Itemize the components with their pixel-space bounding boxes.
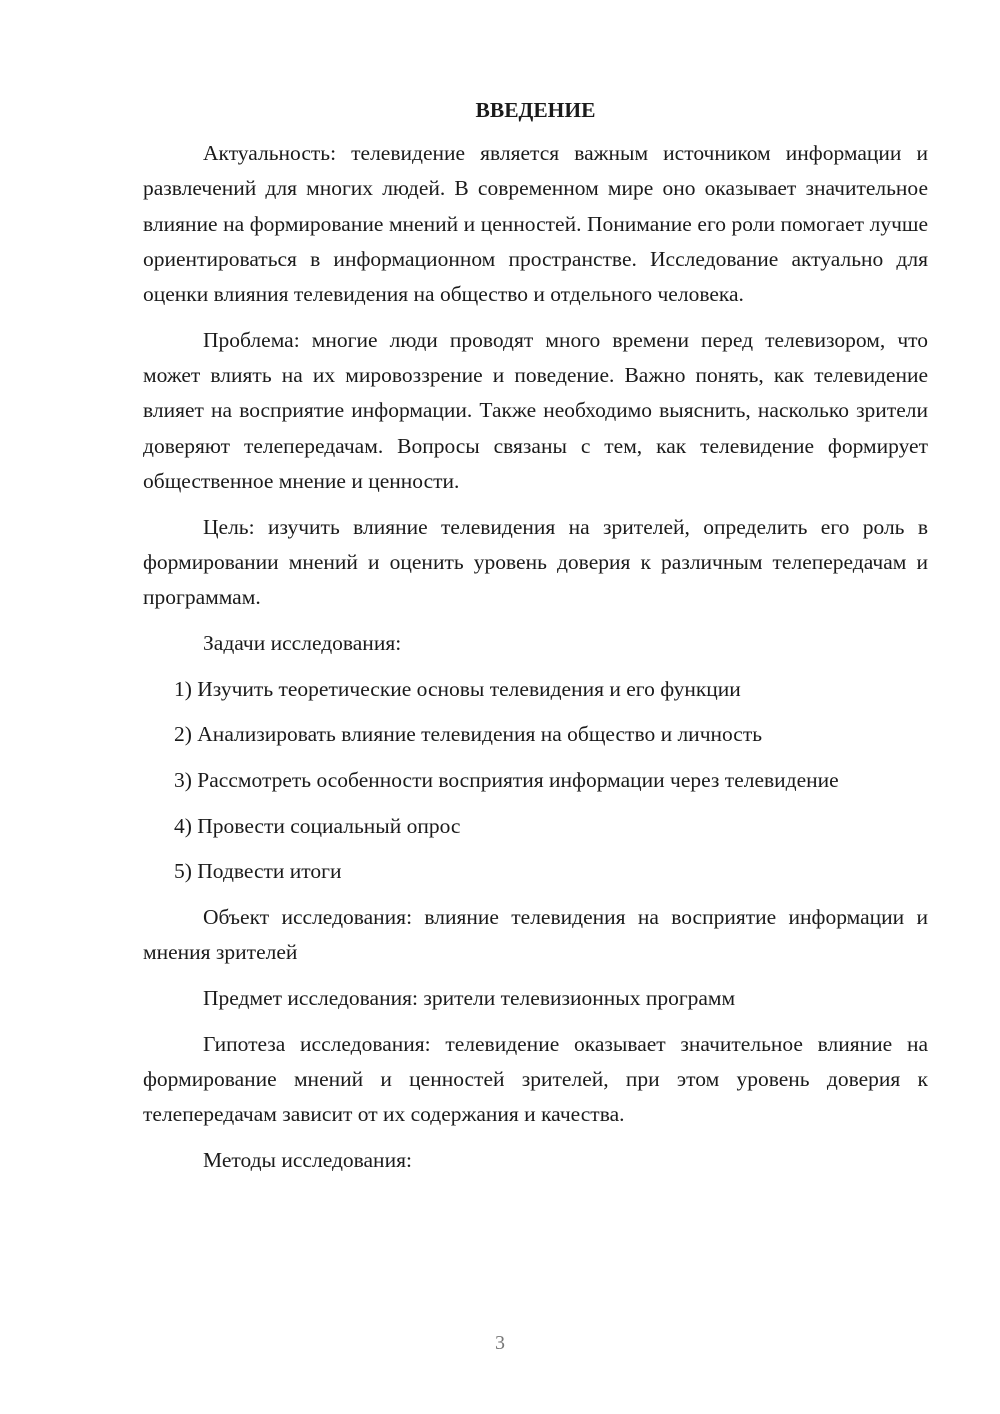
- task-item: 4) Провести социальный опрос: [174, 813, 461, 838]
- paragraph-methods: Методы исследования:: [203, 1148, 412, 1173]
- paragraph-tasks-heading: Задачи исследования:: [203, 631, 402, 656]
- paragraph-object: Объект исследования: влияние телевидения на восприятие информации и мнения зрителей: [143, 905, 928, 965]
- paragraph-hypothesis: Гипотеза исследования: телевидение оказывает значительное влияние на формирование мнений и ценностей зрителей, при этом уровень доверия к телепередачам зависит от их содержания и качества.: [143, 1031, 928, 1127]
- task-item: 1) Изучить теоретические основы телевидения и его функции: [174, 676, 741, 701]
- page-number: 3: [495, 1332, 505, 1354]
- paragraph-subject: Предмет исследования: зрители телевизионных программ: [203, 986, 736, 1011]
- paragraph-goal: Цель: изучить влияние телевидения на зрителей, определить его роль в формировании мнений и оценить уровень доверия к различным телепередачам и программам.: [143, 514, 928, 610]
- section-title: ВВЕДЕНИЕ: [475, 98, 596, 122]
- task-item: 5) Подвести итоги: [174, 859, 342, 884]
- paragraph-problem: Проблема: многие люди проводят много времени перед телевизором, что может влиять на их мировоззрение и поведение. Важно понять, как телевидение влияет на восприятие информации. Также необходимо выяснить, насколько зрители доверяют телепередачам. Вопросы связаны с тем, как телевидение формирует общественное мнение и ценности.: [143, 327, 928, 494]
- paragraph-relevance: Актуальность: телевидение является важным источником информации и развлечений для многих людей. В современном мире оно оказывает значительное влияние на формирование мнений и ценностей. Понимание его роли помогает лучше ориентироваться в информационном пространстве. Исследование актуально для оценки влияния телевидения на общество и отдельного человека.: [143, 141, 928, 307]
- task-item: 2) Анализировать влияние телевидения на общество и личность: [174, 722, 763, 747]
- task-item: 3) Рассмотреть особенности восприятия информации через телевидение: [174, 768, 839, 793]
- document-page: [143, 93, 928, 1189]
